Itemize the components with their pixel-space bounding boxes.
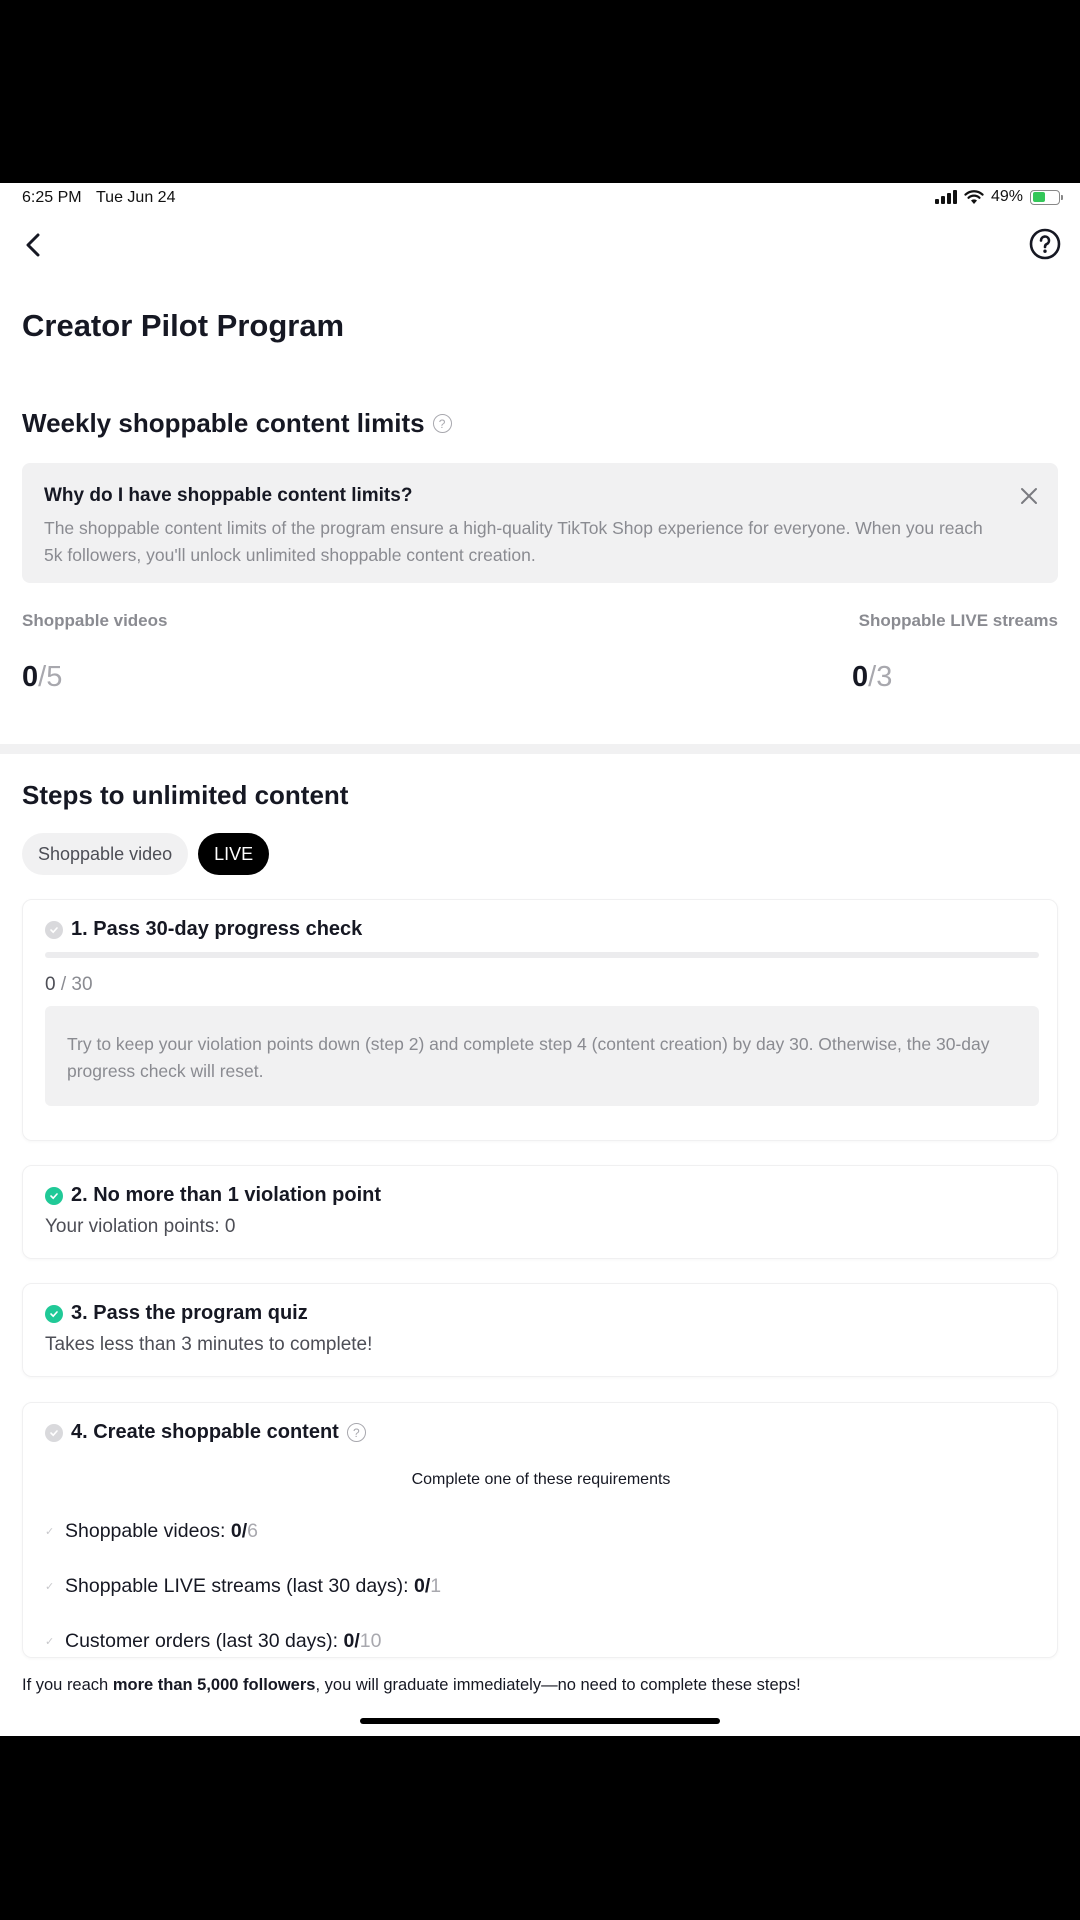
live-used: 0 (852, 661, 869, 693)
progress-count (45, 974, 93, 996)
step-3-check-icon (45, 1305, 63, 1323)
battery-icon (1030, 190, 1060, 205)
limits-section-title (22, 408, 452, 439)
progress-total: / 30 (55, 974, 93, 995)
cellular-signal-icon (935, 190, 957, 204)
question-icon[interactable]: ? (433, 414, 452, 433)
req-label: Shoppable LIVE streams (last 30 days): (65, 1575, 415, 1597)
videos-limit-value (22, 661, 62, 694)
req-total: 10 (359, 1630, 382, 1652)
step-2-check-icon (45, 1187, 63, 1205)
status-date: Tue Jun 24 (96, 189, 176, 206)
home-indicator[interactable] (360, 1718, 720, 1724)
wifi-icon (964, 190, 984, 205)
live-limit-label: Shoppable LIVE streams (858, 611, 1058, 630)
status-time: 6:25 PM (22, 189, 82, 206)
requirement-shoppable-videos (45, 1520, 258, 1543)
check-mark-icon: ✓ (45, 1636, 55, 1648)
step-1-title: 1. Pass 30-day progress check (71, 918, 363, 940)
req-total: 6 (247, 1520, 258, 1542)
back-icon[interactable] (16, 227, 52, 263)
requirement-customer-orders (45, 1630, 381, 1653)
step-1-note: Try to keep your violation points down (step 2) and complete step 4 (content creation) by day 30. Otherwise, the 30-day progress check will reset. (45, 1006, 1039, 1106)
videos-total: /5 (38, 661, 63, 693)
step-3-card[interactable] (22, 1283, 1058, 1377)
check-mark-icon: ✓ (45, 1526, 55, 1538)
req-value: 0/ (343, 1630, 360, 1652)
steps-tabs (22, 833, 269, 875)
req-value: 0/ (230, 1520, 248, 1542)
graduation-note-bold: more than 5,000 followers (112, 1676, 316, 1694)
videos-used: 0 (22, 661, 39, 693)
tab-live[interactable]: LIVE (198, 833, 269, 875)
live-total: /3 (868, 661, 893, 693)
step-2-subtitle: Your violation points: 0 (45, 1216, 236, 1237)
status-bar (0, 183, 1080, 215)
close-icon[interactable] (1018, 485, 1040, 507)
step-2-title-row (45, 1184, 381, 1207)
steps-section-title: Steps to unlimited content (22, 780, 349, 810)
step-4-title-row (45, 1421, 366, 1444)
req-label: Customer orders (last 30 days): (65, 1630, 344, 1652)
check-mark-icon: ✓ (45, 1581, 55, 1593)
step-2-card (22, 1165, 1058, 1259)
step-4-card (22, 1402, 1058, 1658)
graduation-note (22, 1676, 801, 1695)
requirements-header: Complete one of these requirements (411, 1471, 671, 1488)
battery-percent: 49% (990, 188, 1023, 205)
videos-limit-label: Shoppable videos (22, 611, 168, 630)
req-label: Shoppable videos: (65, 1520, 231, 1542)
graduation-note-pre: If you reach (22, 1676, 113, 1694)
page-title: Creator Pilot Program (22, 308, 345, 343)
battery-level (1033, 192, 1045, 202)
progress-current: 0 (45, 974, 56, 995)
app-screen (0, 183, 1080, 1736)
info-banner-text: The shoppable content limits of the program ensure a high-quality TikTok Shop experience for everyone. When you reach 5k followers, you'll unlock unlimited shoppable content creation. (44, 518, 983, 565)
step-4-title: 4. Create shoppable content (71, 1421, 339, 1443)
section-divider (0, 744, 1080, 754)
step-3-title: 3. Pass the program quiz (71, 1302, 308, 1324)
step-2-title: 2. No more than 1 violation point (71, 1184, 382, 1206)
progress-bar (45, 952, 1039, 958)
status-indicators (935, 188, 1060, 206)
limits-title-text: Weekly shoppable content limits (22, 408, 425, 438)
live-limit-value (852, 661, 892, 694)
step-1-check-icon (45, 921, 63, 939)
help-icon[interactable] (1028, 227, 1062, 261)
tab-shoppable-video[interactable]: Shoppable video (22, 833, 188, 875)
step-1-card (22, 899, 1058, 1141)
nav-bar (0, 215, 1080, 275)
graduation-note-post: , you will graduate immediately—no need to complete these steps! (315, 1676, 801, 1694)
step-3-title-row (45, 1302, 308, 1325)
step-3-subtitle: Takes less than 3 minutes to complete! (45, 1334, 373, 1355)
limits-info-banner (22, 463, 1058, 583)
requirement-live-streams (45, 1575, 441, 1598)
info-banner-title: Why do I have shoppable content limits? (44, 485, 413, 506)
question-icon[interactable]: ? (347, 1423, 366, 1442)
step-1-title-row (45, 918, 362, 941)
step-4-check-icon (45, 1424, 63, 1442)
req-value: 0/ (414, 1575, 431, 1597)
req-total: 1 (430, 1575, 442, 1597)
